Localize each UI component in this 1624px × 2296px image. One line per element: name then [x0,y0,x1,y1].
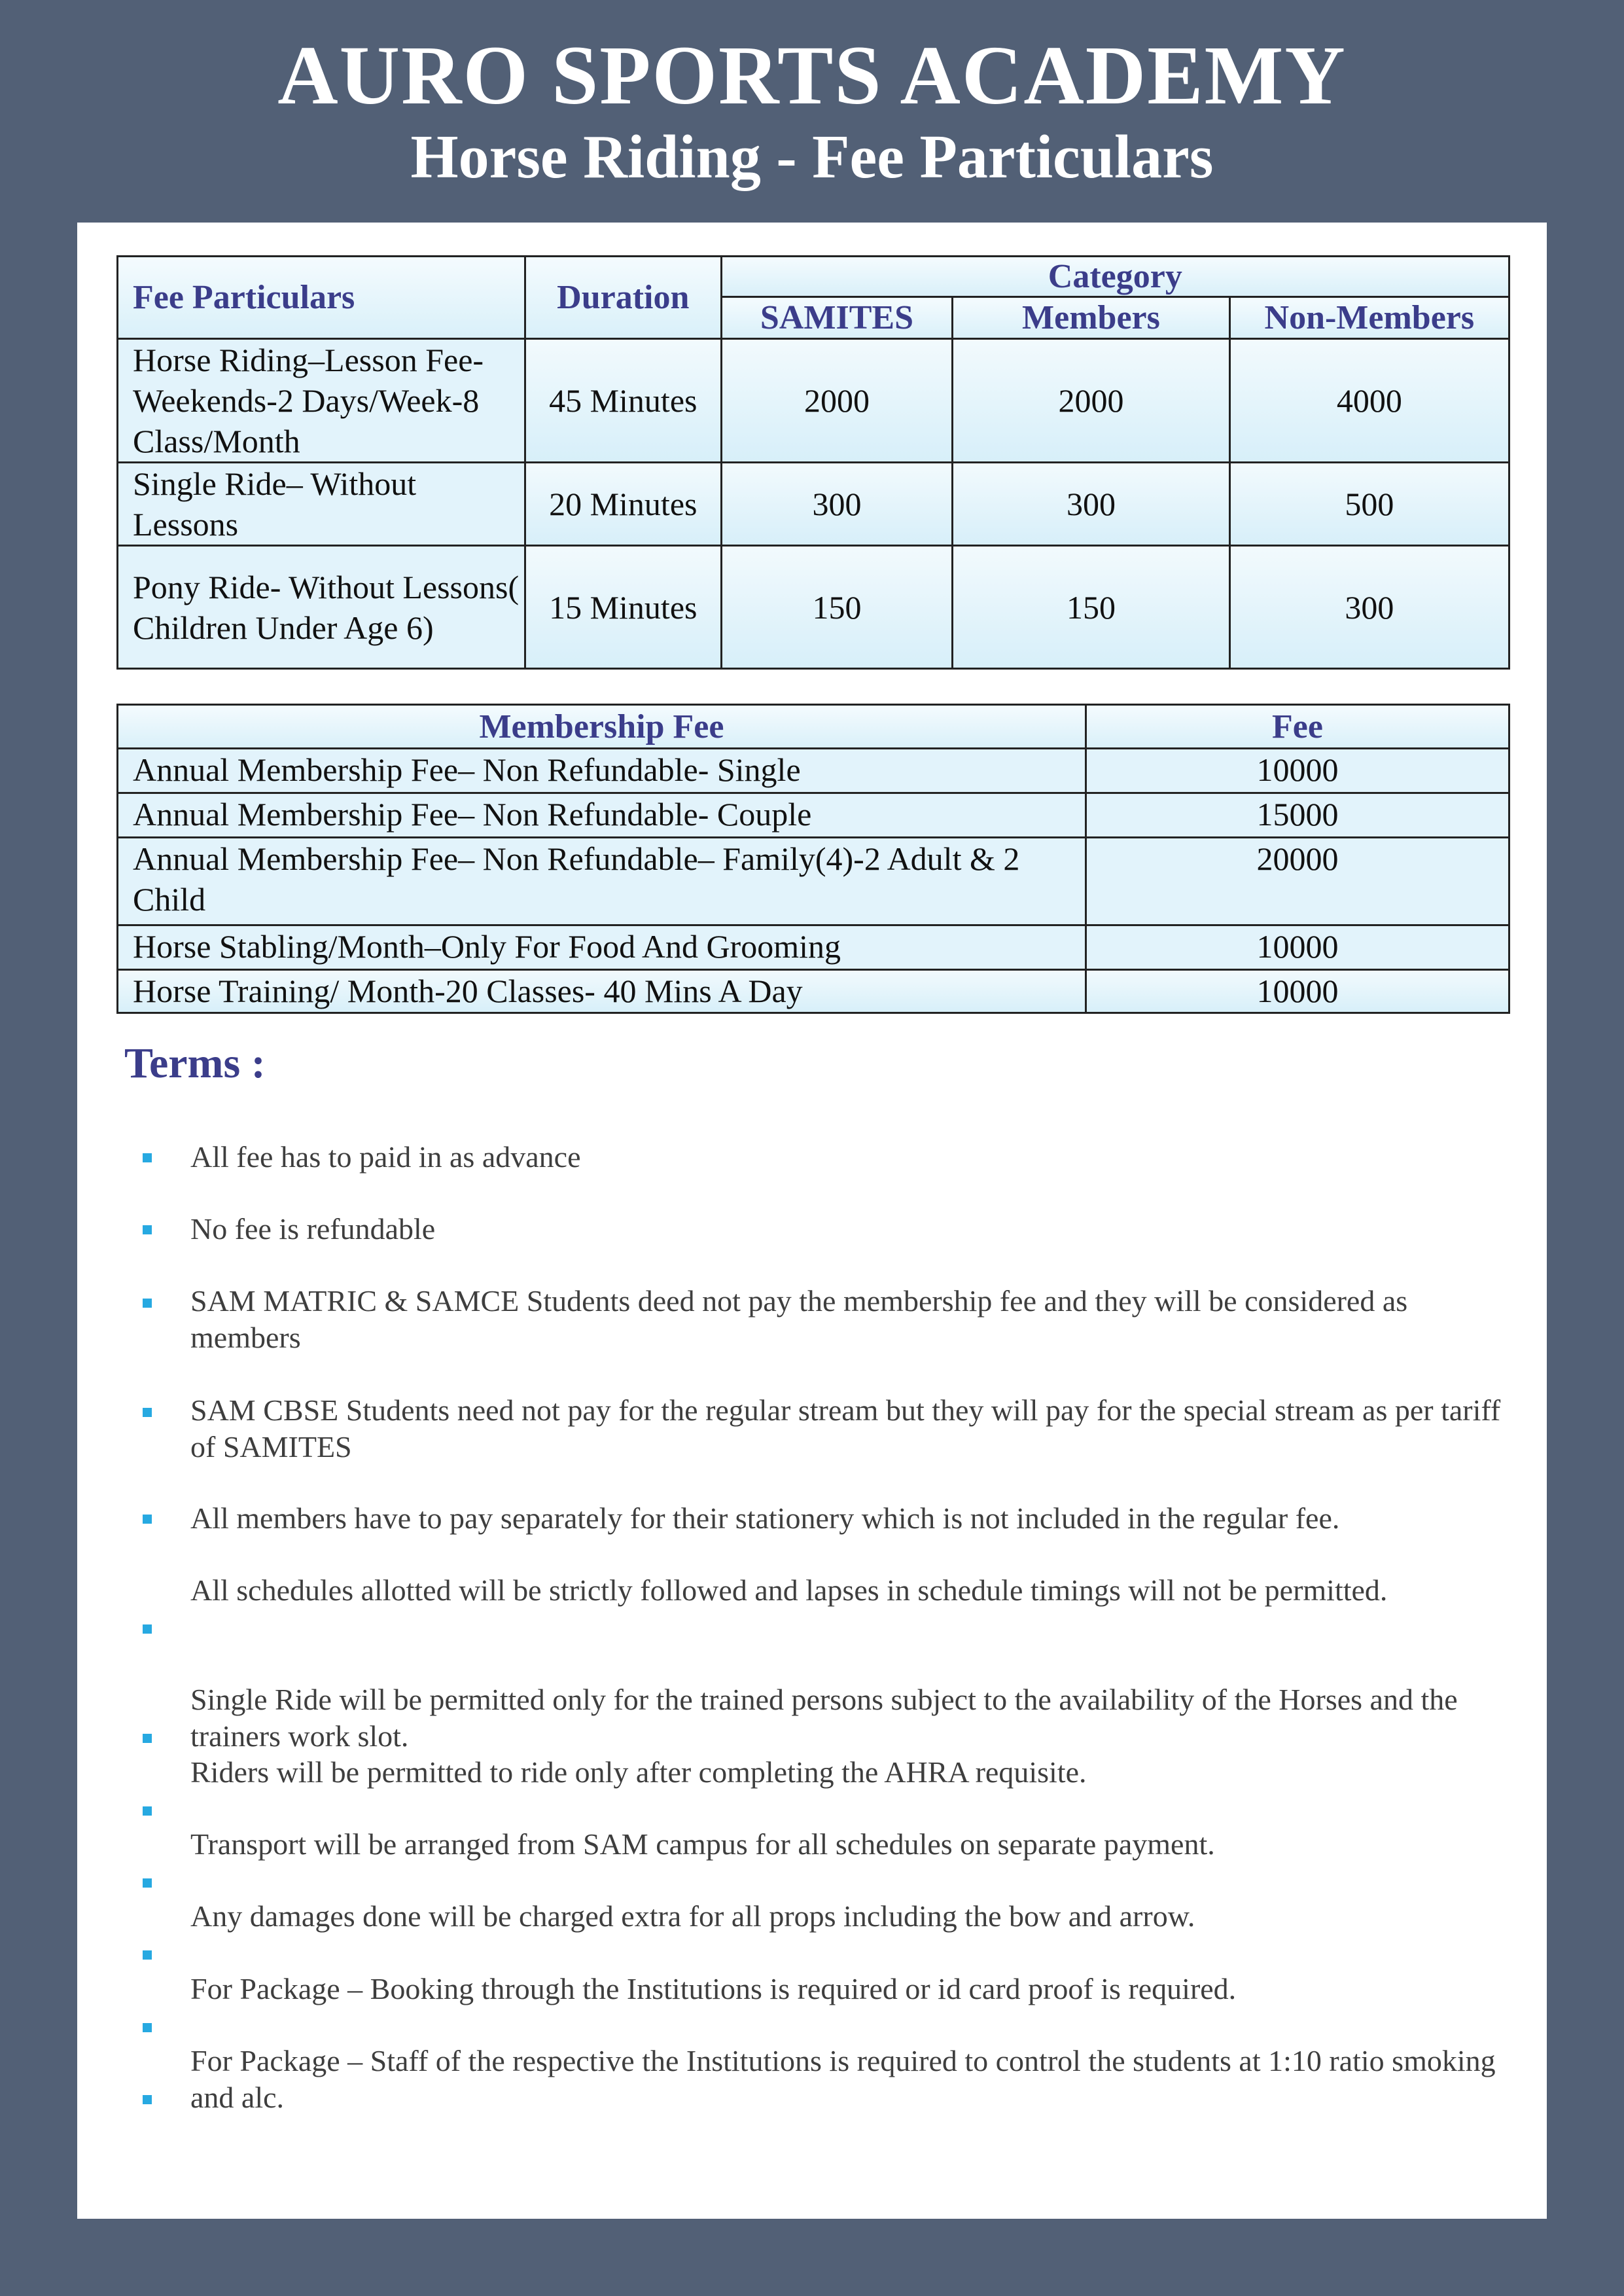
membership-name-cell: Horse Stabling/Month–Only For Food And Grooming [118,925,1086,970]
term-text: For Package – Staff of the respective the Institutions is required to control the students at 1:10 ratio smoking and alc. [190,2044,1496,2114]
samites-fee-cell: 2000 [721,339,953,463]
bullet-icon [143,2023,152,2032]
term-text: Single Ride will be permitted only for the trained persons subject to the availability of the Horses and the trainers work slot. [190,1683,1458,1753]
duration-cell: 15 Minutes [525,546,721,669]
samites-fee-cell: 150 [721,546,953,669]
bullet-icon [143,1515,152,1524]
bullet-icon [143,2095,152,2104]
term-text: All schedules allotted will be strictly followed and lapses in schedule timings will not be permitted. [190,1573,1388,1607]
term-text: Riders will be permitted to ride only after completing the AHRA requisite. [190,1755,1087,1789]
bullet-icon [143,1950,152,1960]
table-row [118,925,1509,970]
header-duration: Duration [525,257,721,339]
page-title: AURO SPORTS ACADEMY [277,29,1347,122]
membership-name-cell: Annual Membership Fee– Non Refundable- Couple [118,793,1086,838]
header-non-members: Non-Members [1229,297,1509,339]
bullet-icon [143,1624,152,1634]
bullet-icon [143,1153,152,1162]
bullet-icon [143,1806,152,1816]
non-members-fee-cell: 4000 [1229,339,1509,463]
members-fee-cell: 300 [953,463,1229,546]
header-category: Category [721,257,1509,297]
header-fee: Fee [1086,705,1509,749]
members-fee-cell: 150 [953,546,1229,669]
membership-fee-cell: 20000 [1086,838,1509,925]
membership-name-cell: Annual Membership Fee– Non Refundable- Single [118,749,1086,793]
term-text: SAM CBSE Students need not pay for the regular stream but they will pay for the special stream as per tariff of SAMITES [190,1393,1501,1463]
duration-cell: 45 Minutes [525,339,721,463]
table-row [118,749,1509,793]
table-row [118,339,1509,463]
table-row [118,546,1509,669]
term-text: All members have to pay separately for their stationery which is not included in the regular fee. [190,1501,1340,1535]
header-members: Members [953,297,1229,339]
non-members-fee-cell: 300 [1229,546,1509,669]
header-fee-particulars: Fee Particulars [118,257,525,339]
term-text: Transport will be arranged from SAM campus for all schedules on separate payment. [190,1827,1215,1861]
membership-fee-table [116,704,1510,1014]
membership-name-cell: Horse Training/ Month-20 Classes- 40 Mins A Day [118,970,1086,1013]
header-samites: SAMITES [721,297,953,339]
bullet-icon [143,1408,152,1417]
header-membership-fee: Membership Fee [118,705,1086,749]
table-row [118,970,1509,1013]
term-text: SAM MATRIC & SAMCE Students deed not pay the membership fee and they will be considered as members [190,1284,1408,1354]
samites-fee-cell: 300 [721,463,953,546]
membership-fee-cell: 15000 [1086,793,1509,838]
term-text: No fee is refundable [190,1212,436,1246]
non-members-fee-cell: 500 [1229,463,1509,546]
membership-fee-cell: 10000 [1086,925,1509,970]
duration-cell: 20 Minutes [525,463,721,546]
members-fee-cell: 2000 [953,339,1229,463]
membership-name-cell: Annual Membership Fee– Non Refundable– Family(4)-2 Adult & 2 Child [118,838,1086,925]
bullet-icon [143,1878,152,1888]
table-row [118,838,1509,925]
bullet-icon [143,1225,152,1234]
content-card [77,223,1547,2219]
term-text: Any damages done will be charged extra for all props including the bow and arrow. [190,1899,1195,1933]
term-text: For Package – Booking through the Institutions is required or id card proof is required. [190,1972,1237,2005]
bullet-icon [143,1299,152,1308]
page-header [0,0,1624,216]
page-subtitle: Horse Riding - Fee Particulars [410,123,1214,191]
terms-heading: Terms : [124,1039,266,1087]
bullet-icon [143,1734,152,1743]
fee-particulars-cell: Horse Riding–Lesson Fee-Weekends-2 Days/Week-8 Class/Month [118,339,525,463]
term-text: All fee has to paid in as advance [190,1140,581,1174]
membership-fee-cell: 10000 [1086,970,1509,1013]
membership-fee-cell: 10000 [1086,749,1509,793]
table-row [118,793,1509,838]
fee-particulars-table [116,255,1510,670]
table-row [118,463,1509,546]
fee-particulars-cell: Single Ride– Without Lessons [118,463,525,546]
fee-particulars-cell: Pony Ride- Without Lessons( Children Under Age 6) [118,546,525,669]
